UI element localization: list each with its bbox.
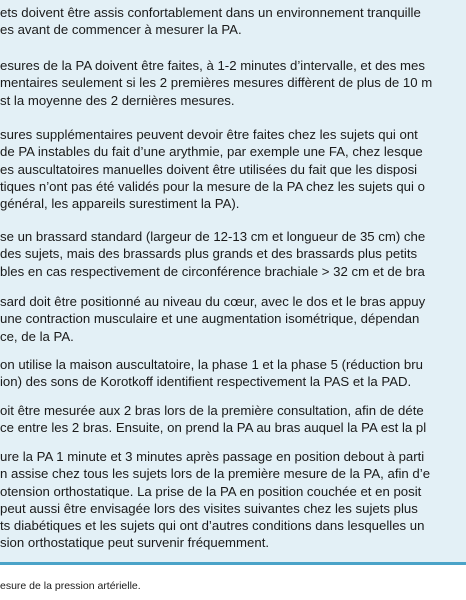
paragraph-5 xyxy=(0,293,466,345)
paragraph-6 xyxy=(0,356,466,391)
text-line: n assise chez tous les sujets lors de la première mesure de la PA, afin d’e xyxy=(0,466,431,482)
paragraph-8 xyxy=(0,448,466,552)
text-line: se un brassard standard (largeur de 12-13 cm et longueur de 35 cm) che xyxy=(0,229,426,244)
text-line: bles en cas respectivement de circonférence brachiale > 32 cm et de bra xyxy=(0,263,425,279)
text-line: otension orthostatique. La prise de la PA en position couchée et en posit xyxy=(0,483,422,499)
text-line: esures de la PA doivent être faites, à 1-2 minutes d’intervalle, et des mes xyxy=(0,58,425,73)
text-line: général, les appareils surestiment la PA). xyxy=(0,196,240,212)
text-line: sures supplémentaires peuvent devoir être faites chez les sujets qui ont xyxy=(0,127,418,142)
text-line: de PA instables du fait d’une arythmie, par exemple une FA, chez lesque xyxy=(0,144,423,160)
text-line: sion orthostatique peut survenir fréquemment. xyxy=(0,535,270,551)
text-line: des sujets, mais des brassards plus grands et des brassards plus petits xyxy=(0,246,418,262)
text-line: on utilise la maison auscultatoire, la phase 1 et la phase 5 (réduction bru xyxy=(0,357,423,372)
text-line: st la moyenne des 2 dernières mesures. xyxy=(0,92,235,108)
text-line: es auscultatoires manuelles doivent être utilisées du fait que les disposi xyxy=(0,161,418,177)
paragraph-1 xyxy=(0,4,466,39)
text-line: oit être mesurée aux 2 bras lors de la première consultation, afin de déte xyxy=(0,403,424,418)
figure-caption: esure de la pression artérielle. xyxy=(0,580,141,592)
text-line: peut aussi être envisagée lors des visites suivantes chez les sujets plus xyxy=(0,500,418,516)
paragraph-4 xyxy=(0,228,466,280)
text-line: ce entre les 2 bras. Ensuite, on prend la PA au bras auquel la PA est la pl xyxy=(0,420,427,436)
text-line: es avant de commencer à mesurer la PA. xyxy=(0,22,242,38)
paragraph-7 xyxy=(0,402,466,437)
paragraph-2 xyxy=(0,57,466,109)
text-line: ce, de la PA. xyxy=(0,328,74,344)
text-line: tiques n’ont pas été validés pour la mesure de la PA chez les sujets qui o xyxy=(0,178,425,194)
text-line: ets doivent être assis confortablement dans un environnement tranquille xyxy=(0,5,421,20)
text-line: ion) des sons de Korotkoff identifient respectivement la PAS et la PAD. xyxy=(0,374,412,390)
text-line: une contraction musculaire et une augmentation isométrique, dépendan xyxy=(0,311,420,327)
paragraph-3 xyxy=(0,126,466,212)
text-line: ure la PA 1 minute et 3 minutes après passage en position debout à parti xyxy=(0,449,425,464)
text-line: ts diabétiques et les sujets qui ont d’autres conditions dans lesquelles un xyxy=(0,518,425,534)
text-line: sard doit être positionné au niveau du cœur, avec le dos et le bras appuy xyxy=(0,294,426,309)
text-line: mentaires seulement si les 2 premières mesures diffèrent de plus de 10 m xyxy=(0,75,433,91)
